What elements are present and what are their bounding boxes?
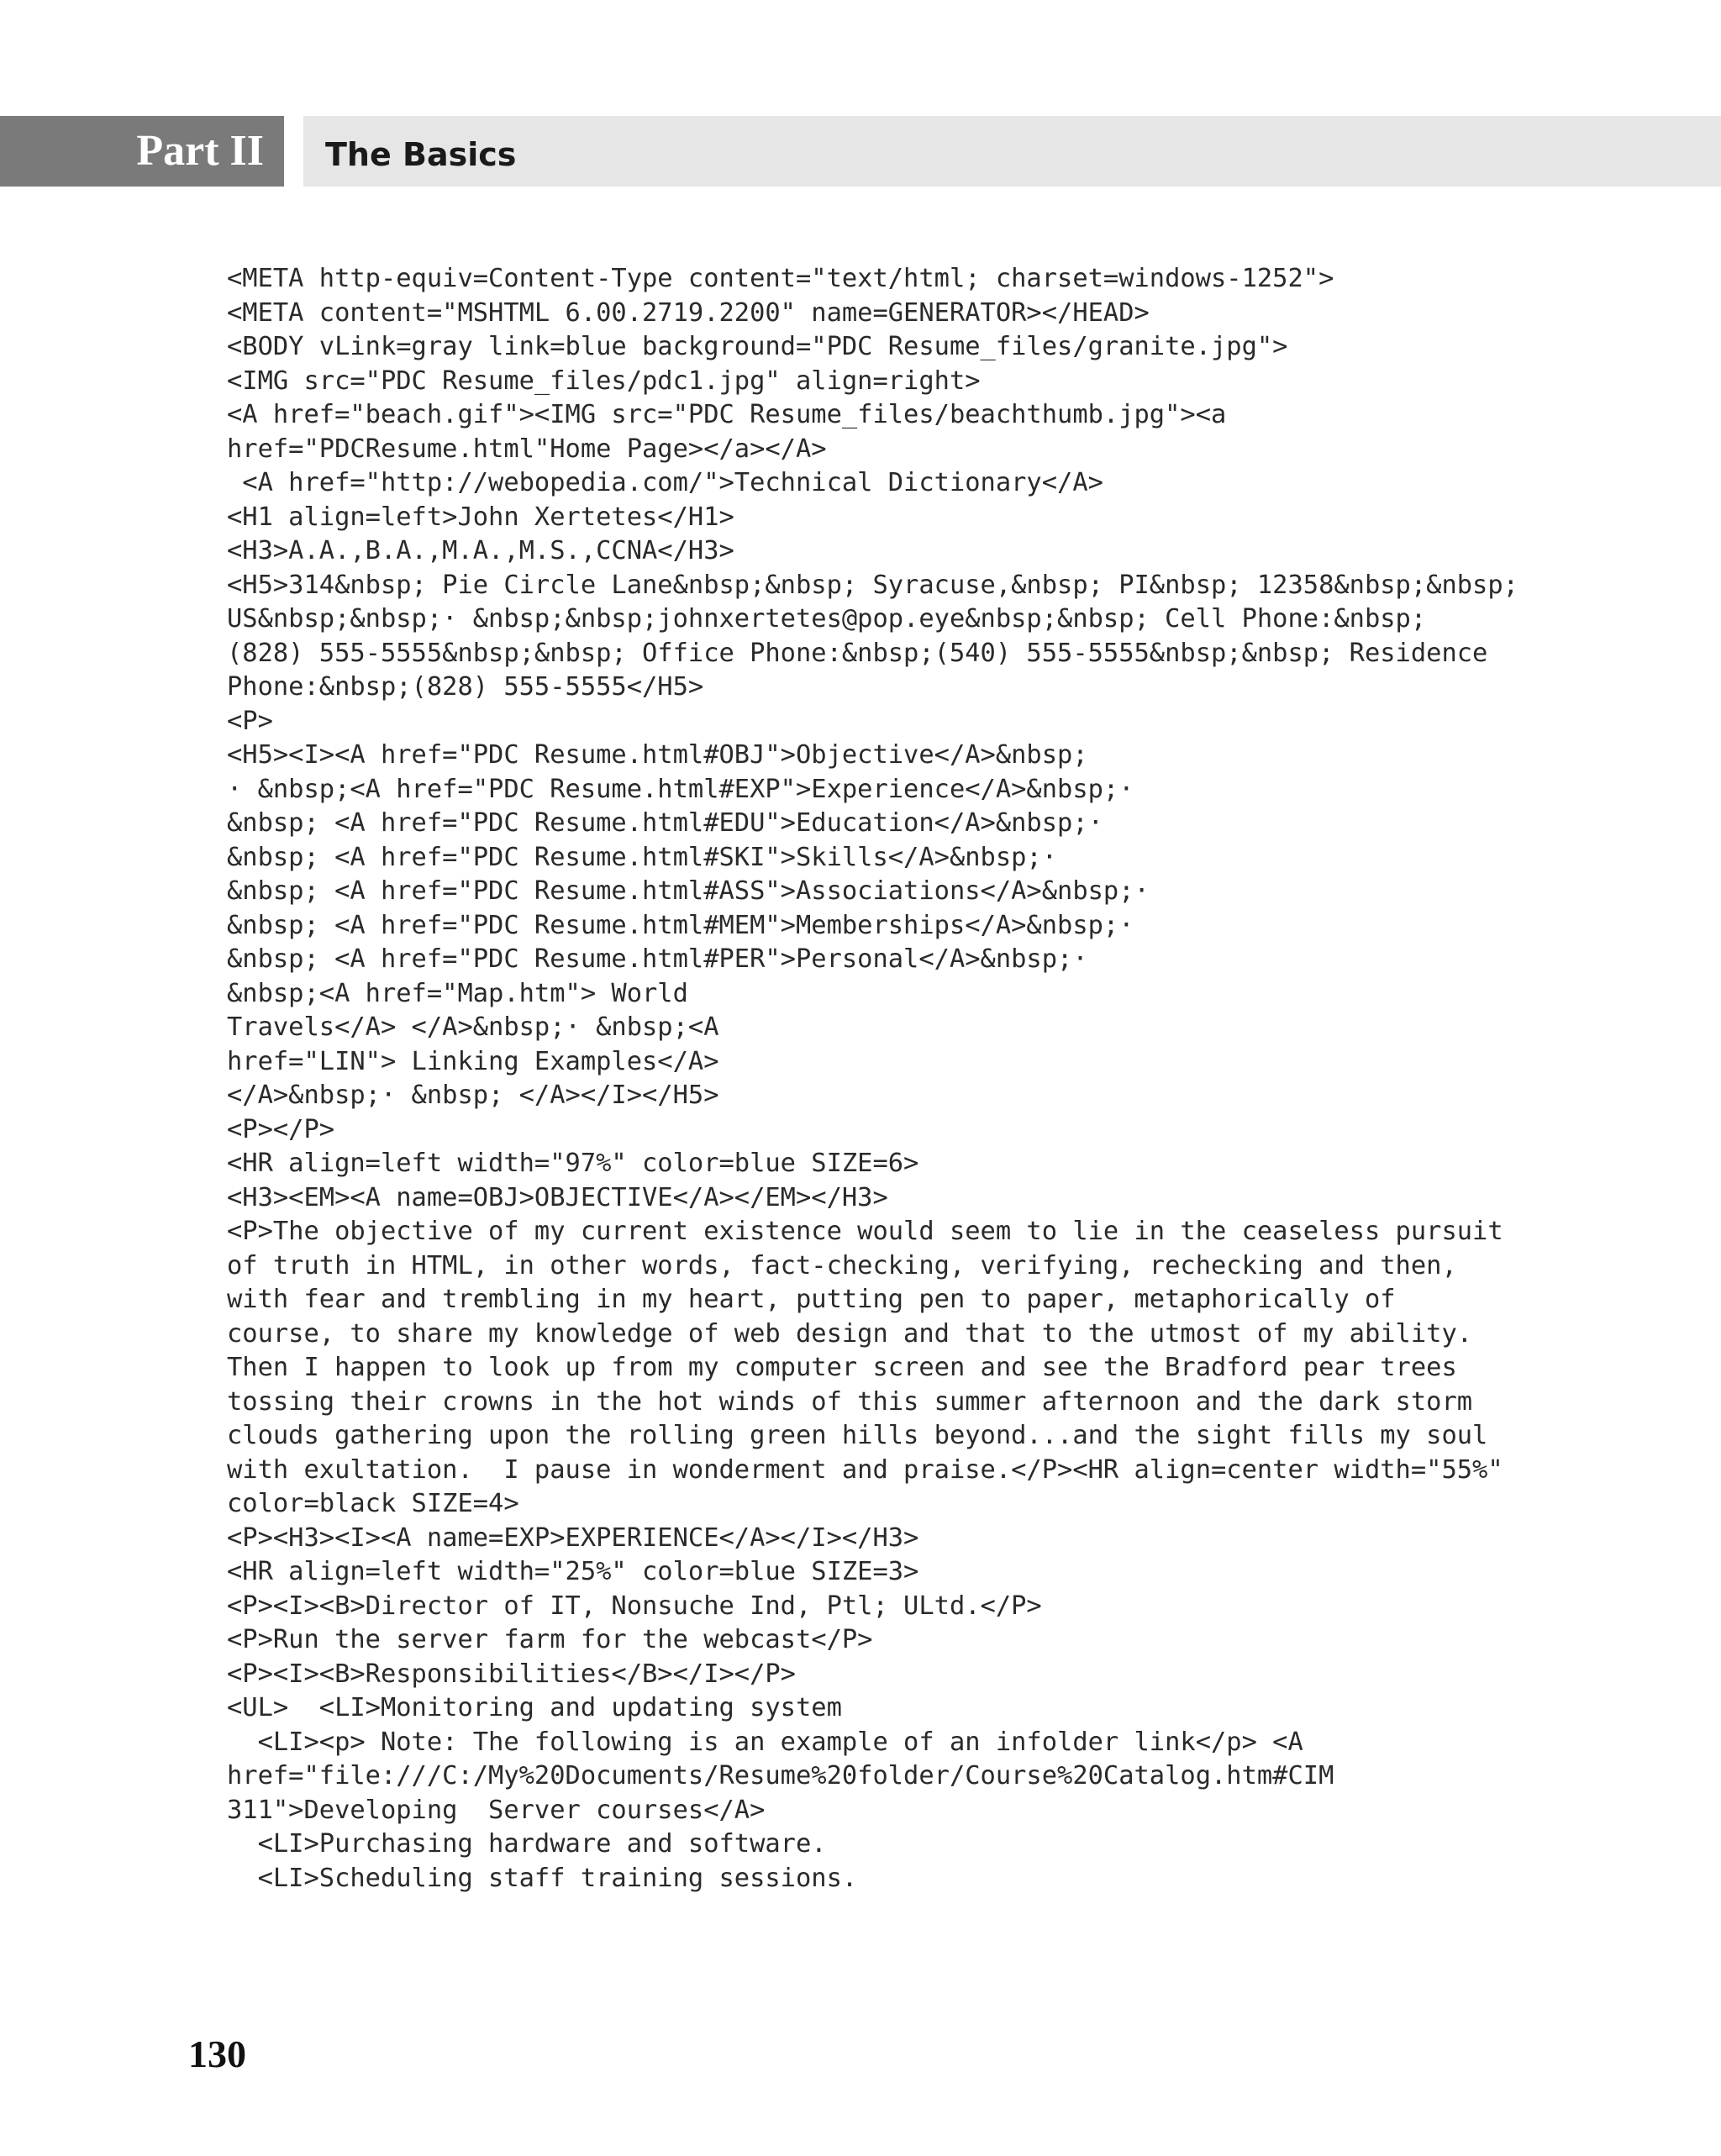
code-line: <P><I><B>Director of IT, Nonsuche Ind, Ptl; ULtd.</P> xyxy=(227,1591,1042,1621)
code-line: </A>&nbsp;· &nbsp; </A></I></H5> xyxy=(227,1081,719,1110)
code-line: &nbsp; <A href="PDC Resume.html#ASS">Associations</A>&nbsp;· xyxy=(227,876,1150,906)
code-line: <P>The objective of my current existence would seem to lie in the ceaseless pursuit xyxy=(227,1217,1503,1246)
code-line: <P>Run the server farm for the webcast</P> xyxy=(227,1625,873,1654)
code-line: with exultation. I pause in wonderment and praise.</P><HR align=center width="55%" xyxy=(227,1454,1503,1485)
code-line: <LI>Scheduling staff training sessions. xyxy=(227,1863,858,1893)
code-line: <A href="beach.gif"><IMG src="PDC Resume_files/beachthumb.jpg"><a xyxy=(227,400,1227,429)
code-line: <IMG src="PDC Resume_files/pdc1.jpg" align=right> xyxy=(227,365,981,396)
code-line: <UL> <LI>Monitoring and updating system xyxy=(227,1693,842,1722)
code-line: <P><I><B>Responsibilities</B></I></P> xyxy=(227,1659,796,1689)
code-line: <P></P> xyxy=(227,1114,335,1144)
code-line: <H5><I><A href="PDC Resume.html#OBJ">Objective</A>&nbsp; xyxy=(227,740,1088,770)
code-line: 311">Developing Server courses</A> xyxy=(227,1795,766,1825)
code-line: with fear and trembling in my heart, putting pen to paper, metaphorically of xyxy=(227,1285,1396,1314)
code-line: <H3><EM><A name=OBJ>OBJECTIVE</A></EM></H3> xyxy=(227,1182,888,1212)
code-line: href="file:///C:/My%20Documents/Resume%20folder/Course%20Catalog.htm#CIM xyxy=(227,1761,1334,1791)
code-line: <HR align=left width="97%" color=blue SIZE=6> xyxy=(227,1149,919,1178)
code-line: &nbsp; <A href="PDC Resume.html#PER">Personal</A>&nbsp;· xyxy=(227,944,1088,974)
code-line: tossing their crowns in the hot winds of this summer afternoon and the dark storm xyxy=(227,1386,1473,1417)
page-number: 130 xyxy=(188,2032,246,2075)
code-line: US&nbsp;&nbsp;· &nbsp;&nbsp;johnxertetes@pop.eye&nbsp;&nbsp; Cell Phone:&nbsp; xyxy=(227,604,1427,634)
code-line: clouds gathering upon the rolling green hills beyond...and the sight fills my soul xyxy=(227,1421,1488,1450)
code-line: <LI><p> Note: The following is an example of an infolder link</p> <A xyxy=(227,1727,1303,1757)
code-line: course, to share my knowledge of web design and that to the utmost of my ability. xyxy=(227,1318,1473,1349)
code-line: Phone:&nbsp;(828) 555-5555</H5> xyxy=(227,672,704,702)
code-line: (828) 555-5555&nbsp;&nbsp; Office Phone:&nbsp;(540) 555-5555&nbsp;&nbsp; Residence xyxy=(227,638,1488,668)
code-line: <P><H3><I><A name=EXP>EXPERIENCE</A></I></H3> xyxy=(227,1522,919,1553)
code-line: <H5>314&nbsp; Pie Circle Lane&nbsp;&nbsp; Syracuse,&nbsp; PI&nbsp; 12358&nbsp;&nbsp; xyxy=(227,570,1518,600)
code-line: <LI>Purchasing hardware and software. xyxy=(227,1829,827,1859)
code-line: <P> xyxy=(227,706,273,736)
code-line: <A href="http://webopedia.com/">Technical Dictionary</A> xyxy=(227,468,1103,497)
code-line: &nbsp;<A href="Map.htm"> World xyxy=(227,978,688,1008)
part-label: Part II xyxy=(0,116,284,187)
code-line: href="PDCResume.html"Home Page></a></A> xyxy=(227,434,827,464)
code-line: <META content="MSHTML 6.00.2719.2200" name=GENERATOR></HEAD> xyxy=(227,297,1150,328)
code-line: <BODY vLink=gray link=blue background="PDC Resume_files/granite.jpg"> xyxy=(227,332,1288,361)
code-line: color=black SIZE=4> xyxy=(227,1489,519,1518)
code-line: · &nbsp;<A href="PDC Resume.html#EXP">Experience</A>&nbsp;· xyxy=(227,774,1134,804)
chapter-title: The Basics xyxy=(303,116,1721,187)
code-line: href="LIN"> Linking Examples</A> xyxy=(227,1046,719,1076)
code-line: &nbsp; <A href="PDC Resume.html#MEM">Memberships</A>&nbsp;· xyxy=(227,910,1134,940)
code-line: <H1 align=left>John Xertetes</H1> xyxy=(227,502,734,532)
code-line: Then I happen to look up from my computer screen and see the Bradford pear trees xyxy=(227,1353,1457,1382)
code-line: &nbsp; <A href="PDC Resume.html#SKI">Skills</A>&nbsp;· xyxy=(227,842,1058,872)
code-line: <HR align=left width="25%" color=blue SIZE=3> xyxy=(227,1557,919,1586)
code-line: Travels</A> </A>&nbsp;· &nbsp;<A xyxy=(227,1012,719,1042)
code-listing xyxy=(227,262,1706,1896)
code-line: &nbsp; <A href="PDC Resume.html#EDU">Education</A>&nbsp;· xyxy=(227,808,1103,838)
code-line: <META http-equiv=Content-Type content="text/html; charset=windows-1252"> xyxy=(227,264,1334,293)
code-line: of truth in HTML, in other words, fact-checking, verifying, rechecking and then, xyxy=(227,1250,1457,1280)
code-line: <H3>A.A.,B.A.,M.A.,M.S.,CCNA</H3> xyxy=(227,536,734,565)
